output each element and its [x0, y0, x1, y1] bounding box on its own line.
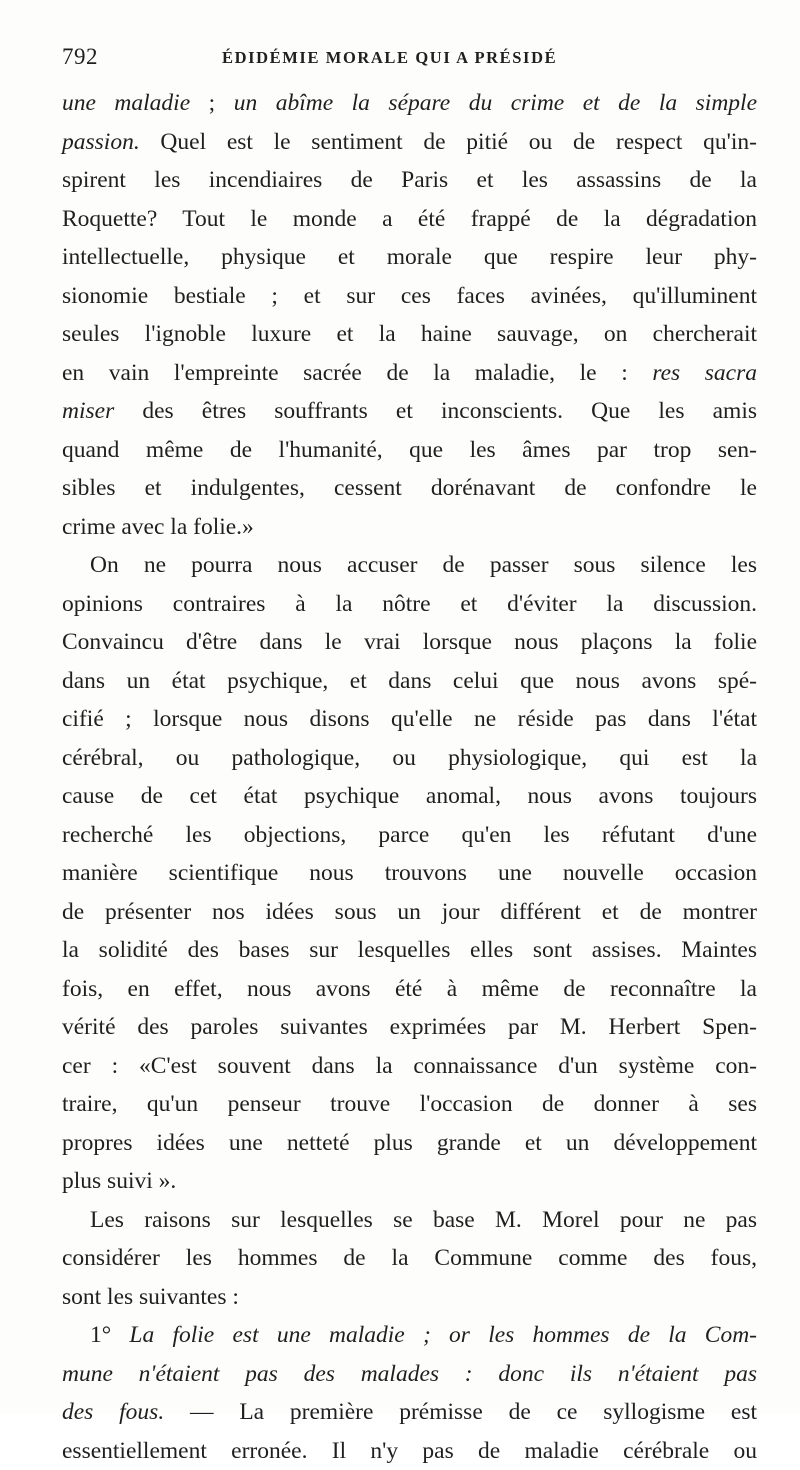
- text-line: [62, 739, 757, 778]
- text-line: [62, 1432, 757, 1470]
- italic-text: une maladie: [62, 90, 190, 116]
- text-line: [62, 700, 757, 739]
- text-line: [62, 1201, 757, 1240]
- text-line: [62, 1393, 757, 1432]
- text-run: Quel est le sentiment de pitié ou de respect qu'in-: [140, 129, 757, 155]
- text-run: des êtres souffrants et inconscients. Que les amis: [114, 398, 757, 424]
- running-head: [62, 44, 757, 74]
- text-line: [62, 585, 757, 624]
- text-run: quand même de l'humanité, que les âmes par trop sen-: [62, 437, 757, 463]
- text-line: [62, 854, 757, 893]
- text-run: traire, qu'un penseur trouve l'occasion de donner à ses: [62, 1091, 757, 1117]
- italic-text: La folie est une maladie ; or les hommes de la Com-: [129, 1322, 757, 1348]
- text-run: sont les suivantes :: [62, 1284, 239, 1310]
- text-run: crime avec la folie.»: [62, 514, 254, 540]
- text-run: — La première prémisse de ce syllogisme est: [164, 1399, 757, 1425]
- text-line: [62, 1124, 757, 1163]
- text-line: [62, 970, 757, 1009]
- text-line: [62, 354, 757, 393]
- text-line: [62, 1316, 757, 1355]
- text-run: la solidité des bases sur lesquelles elles sont assises. Maintes: [62, 937, 757, 963]
- text-line: [62, 777, 757, 816]
- text-run: plus suivi ».: [62, 1168, 176, 1194]
- text-run: considérer les hommes de la Commune comme des fous,: [62, 1245, 757, 1271]
- text-run: 1°: [90, 1322, 129, 1348]
- text-line: [62, 1355, 757, 1394]
- body-text: [62, 84, 757, 1470]
- text-line: [62, 662, 757, 701]
- text-run: cer : «C'est souvent dans la connaissance d'un système con-: [62, 1053, 757, 1079]
- text-run: spirent les incendiaires de Paris et les assassins de la: [62, 167, 757, 193]
- text-run: sionomie bestiale ; et sur ces faces avinées, qu'illuminent: [62, 283, 757, 309]
- text-line: [62, 1008, 757, 1047]
- text-line: [62, 1278, 757, 1317]
- page-number: 792: [62, 44, 98, 70]
- text-line: [62, 931, 757, 970]
- text-line: [62, 1085, 757, 1124]
- italic-text: un abîme la sépare du crime et de la simple: [234, 90, 757, 116]
- text-line: [62, 546, 757, 585]
- text-line: [62, 161, 757, 200]
- text-line: [62, 238, 757, 277]
- text-run: intellectuelle, physique et morale que respire leur phy-: [62, 244, 757, 270]
- text-line: [62, 508, 757, 547]
- text-line: [62, 84, 757, 123]
- text-run: essentiellement erronée. Il n'y pas de maladie cérébrale ou: [62, 1438, 757, 1464]
- text-run: de présenter nos idées sous un jour différent et de montrer: [62, 899, 757, 925]
- text-line: [62, 816, 757, 855]
- text-run: sibles et indulgentes, cessent dorénavant de confondre le: [62, 475, 757, 501]
- text-run: seules l'ignoble luxure et la haine sauvage, on chercherait: [62, 321, 757, 347]
- text-run: opinions contraires à la nôtre et d'éviter la discussion.: [62, 591, 757, 617]
- italic-text: mune n'étaient pas des malades : donc ils n'étaient pas: [62, 1361, 757, 1387]
- text-run: propres idées une netteté plus grande et un développement: [62, 1130, 757, 1156]
- text-line: [62, 893, 757, 932]
- text-run: vérité des paroles suivantes exprimées par M. Herbert Spen-: [62, 1014, 757, 1040]
- text-line: [62, 200, 757, 239]
- text-line: [62, 277, 757, 316]
- italic-text: des fous.: [62, 1399, 164, 1425]
- text-line: [62, 1239, 757, 1278]
- text-line: [62, 392, 757, 431]
- running-title: ÉDIDÉMIE MORALE QUI A PRÉSIDÉ: [222, 48, 557, 68]
- text-line: [62, 623, 757, 662]
- italic-text: res sacra: [652, 360, 757, 386]
- text-run: cause de cet état psychique anomal, nous avons toujours: [62, 783, 757, 809]
- text-run: Roquette? Tout le monde a été frappé de la dégradation: [62, 206, 757, 232]
- text-run: manière scientifique nous trouvons une nouvelle occasion: [62, 860, 757, 886]
- text-run: dans un état psychique, et dans celui que nous avons spé-: [62, 668, 757, 694]
- text-run: fois, en effet, nous avons été à même de reconnaître la: [62, 976, 757, 1002]
- text-run: ;: [190, 90, 234, 116]
- text-run: recherché les objections, parce qu'en les réfutant d'une: [62, 822, 757, 848]
- italic-text: passion.: [62, 129, 140, 155]
- text-run: en vain l'empreinte sacrée de la maladie, le :: [62, 360, 652, 386]
- text-run: cérébral, ou pathologique, ou physiologique, qui est la: [62, 745, 757, 771]
- italic-text: miser: [62, 398, 114, 424]
- text-run: On ne pourra nous accuser de passer sous silence les: [90, 552, 757, 578]
- text-run: Les raisons sur lesquelles se base M. Morel pour ne pas: [90, 1207, 757, 1233]
- text-line: [62, 315, 757, 354]
- text-line: [62, 123, 757, 162]
- text-line: [62, 1047, 757, 1086]
- text-run: cifié ; lorsque nous disons qu'elle ne réside pas dans l'état: [62, 706, 757, 732]
- text-line: [62, 469, 757, 508]
- text-line: [62, 431, 757, 470]
- text-line: [62, 1162, 757, 1201]
- text-run: Convaincu d'être dans le vrai lorsque nous plaçons la folie: [62, 629, 757, 655]
